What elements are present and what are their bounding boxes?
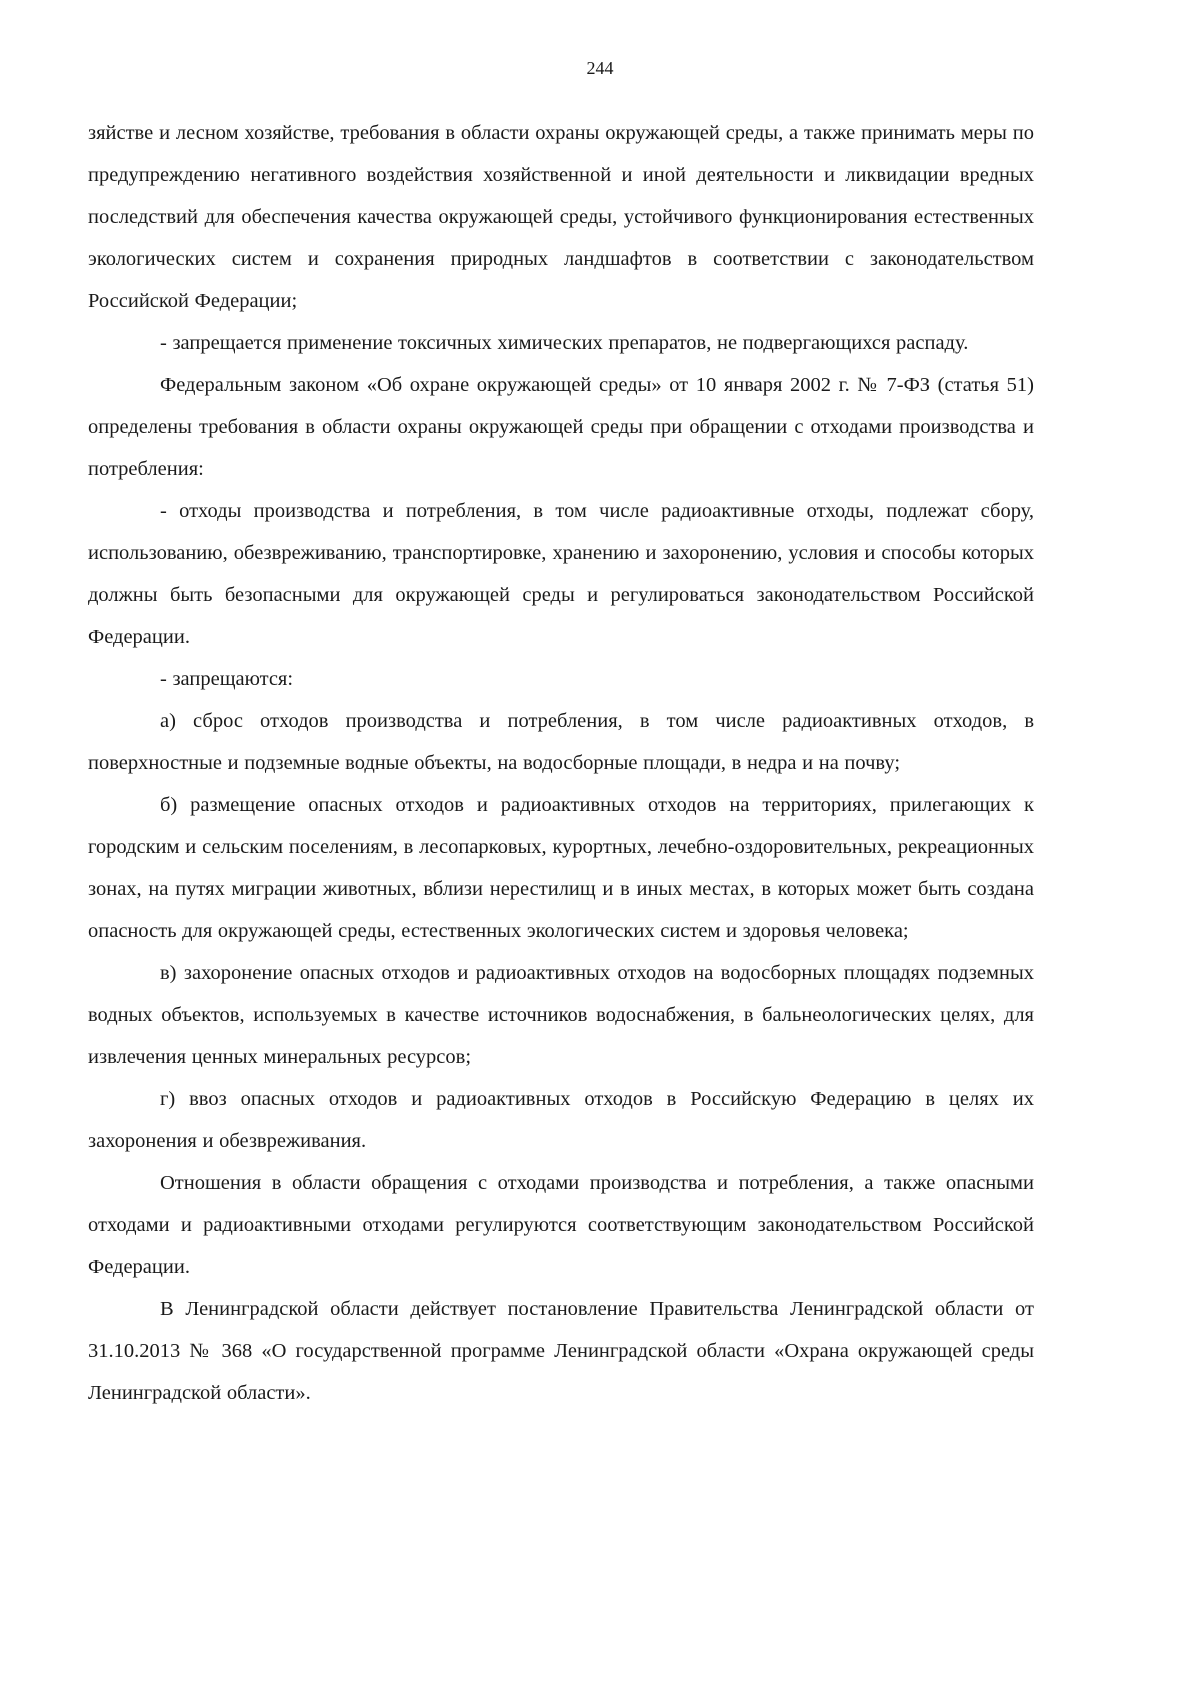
paragraph-leningrad-resolution: В Ленинградской области действует постановление Правительства Ленинградской области от 31.10.2013 № 368 «О государственной программе Ленинградской области «Охрана окружающей среды Ленинградской области». [88, 1298, 1034, 1404]
paragraph-item-g: г) ввоз опасных отходов и радиоактивных отходов в Российскую Федерацию в целях их захоронения и обезвреживания. [88, 1088, 1034, 1152]
page-number: 244 [586, 58, 614, 78]
paragraph-waste-collection: - отходы производства и потребления, в том числе радиоактивные отходы, подлежат сбору, использованию, обезвреживанию, транспортировке, хранению и захоронению, условия и способы которых должны быть безопасными для окружающей среды и регулироваться законодательством Российской Федерации. [88, 500, 1034, 648]
paragraph-prohibited: - запрещаются: [160, 668, 294, 690]
paragraph-continuation: зяйстве и лесном хозяйстве, требования в области охраны окружающей среды, а также принимать меры по предупреждению негативного воздействия хозяйственной и иной деятельности и ликвидации вредных последствий для обеспечения качества окружающей среды, устойчивого функционирования естественных экологических систем и сохранения природных ландшафтов в соответствии с законодательством Российской Федерации; [88, 122, 1034, 312]
paragraph-relations: Отношения в области обращения с отходами производства и потребления, а также опасными отходами и радиоактивными отходами регулируются соответствующим законодательством Российской Федерации. [88, 1172, 1034, 1278]
paragraph-item-b: б) размещение опасных отходов и радиоактивных отходов на территориях, прилегающих к городским и сельским поселениям, в лесопарковых, курортных, лечебно-оздоровительных, рекреационных зонах, на путях миграции животных, вблизи нерестилищ и в иных местах, в которых может быть создана опасность для окружающей среды, естественных экологических систем и здоровья человека; [88, 794, 1034, 942]
page-body [88, 112, 1034, 1414]
paragraph-federal-law: Федеральным законом «Об охране окружающей среды» от 10 января 2002 г. № 7-ФЗ (статья 51) определены требования в области охраны окружающей среды при обращении с отходами производства и потребления: [88, 374, 1034, 480]
paragraph-item-a: а) сброс отходов производства и потребления, в том числе радиоактивных отходов, в поверхностные и подземные водные объекты, на водосборные площади, в недра и на почву; [88, 710, 1034, 774]
paragraph-item-v: в) захоронение опасных отходов и радиоактивных отходов на водосборных площадях подземных водных объектов, используемых в качестве источников водоснабжения, в бальнеологических целях, для извлечения ценных минеральных ресурсов; [88, 962, 1034, 1068]
paragraph-toxic-chemicals-ban: - запрещается применение токсичных химических препаратов, не подвергающихся распаду. [160, 332, 969, 354]
